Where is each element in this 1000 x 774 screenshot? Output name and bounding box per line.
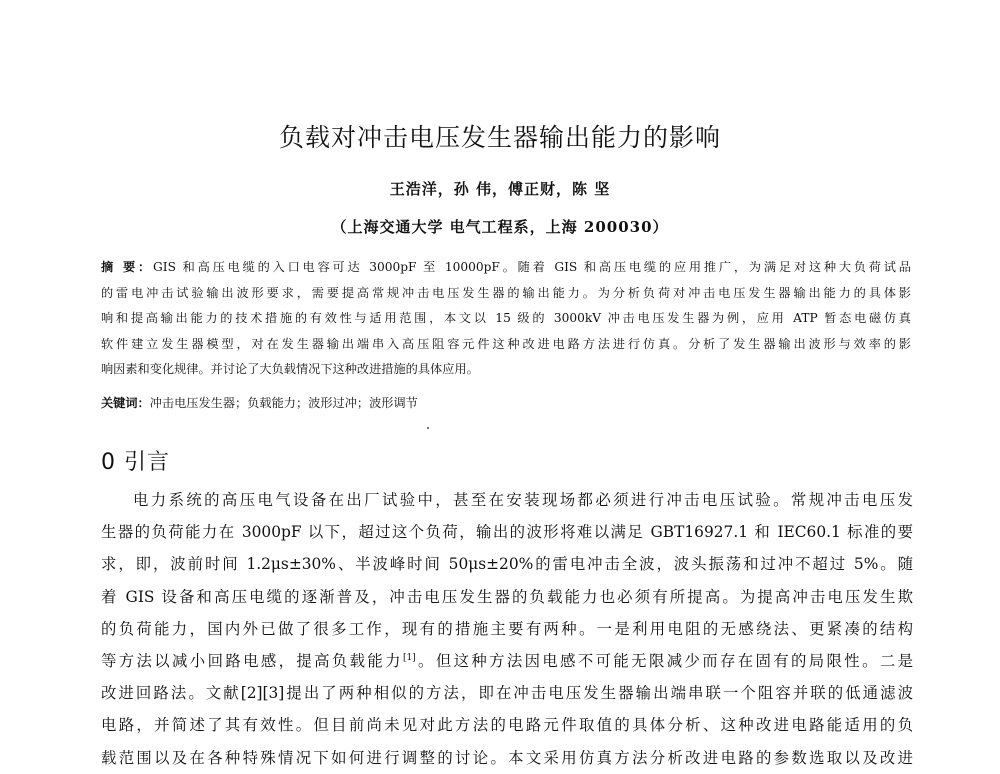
body-line: 改进回路法。文献[2][3]提出了两种相似的方法，即在冲击电压发生器输出端串联一个阻容并联的低通滤波 (101, 684, 913, 703)
keywords-label: 关键词： (101, 396, 150, 410)
body-line (101, 645, 913, 677)
abstract (101, 255, 911, 383)
body-line: 求，即，波前时间 1.2μs±30%、半波峰时间 50μs±20%的雷电冲击全波，波头振荡和过冲不超过 5%。随 (101, 555, 913, 574)
paper-authors: 王浩洋，孙 伟，傅正财，陈 坚 (389, 180, 611, 198)
body-line: 着 GIS 设备和高压电缆的逐渐普及，冲击电压发生器的负载能力也必须有所提高。为提高冲击电压发生欺 (101, 587, 913, 606)
body-line: 载范围以及在各种特殊情况下如何进行调整的讨论。本文采用仿真方法分析改进电路的参数选取以及改进 (101, 748, 913, 767)
abstract-line (101, 255, 911, 281)
body-line: 电路，并简述了其有效性。但目前尚未见对此方法的电路元件取值的具体分析、这种改进电路能适用的负 (101, 716, 913, 735)
abstract-line: 的雷电冲击试验输出波形要求，需要提高常规冲击电压发生器的输出能力。为分析负荷对冲击电压发生器输出能力的具体影 (101, 285, 911, 300)
abstract-text: GIS 和高压电缆的入口电容可达 3000pF 至 10000pF。随着 GIS 和高压电缆的应用推广，为满足对这种大负荷试品 (153, 260, 911, 274)
body-text-segment: 等方法以减小回路电感，提高负载能力 (101, 652, 403, 671)
citation-ref: [1] (402, 652, 416, 663)
paper-title: 负载对冲击电压发生器输出能力的影响 (278, 123, 721, 152)
abstract-line: 响因素和变化规律。并讨论了大负载情况下这种改进措施的具体应用。 (101, 362, 479, 377)
section-heading: 0 引言 (101, 450, 170, 475)
section-body (101, 484, 913, 774)
body-line: 生器的负荷能力在 3000pF 以下，超过这个负荷，输出的波形将难以满足 GBT16927.1 和 IEC60.1 标准的要 (101, 523, 913, 542)
abstract-label: 摘 要： (101, 260, 154, 274)
body-text-segment: 。但这种方法因电感不可能无限减少而存在固有的局限性。二是 (415, 652, 913, 671)
paper-affiliation: （上海交通大学 电气工程系，上海 200030） (331, 218, 669, 236)
keywords-text: 冲击电压发生器；负载能力；波形过冲；波形调节 (149, 396, 418, 410)
keywords (101, 393, 418, 413)
abstract-line: 软件建立发生器模型，对在发生器输出端串入高压阻容元件这种改进电路方法进行仿真。分析了发生器输出波形与效率的影 (101, 336, 911, 351)
abstract-line: 响和提高输出能力的技术措施的有效性与适用范围，本文以 15 级的 3000kV 冲击电压发生器为例，应用 ATP 暂态电磁仿真 (101, 311, 911, 326)
scan-speck (427, 427, 429, 429)
body-line: 电力系统的高压电气设备在出厂试验中，甚至在安装现场都必须进行冲击电压试验。常规冲击电压发 (133, 491, 913, 509)
body-line: 的负荷能力，国内外已做了很多工作，现有的措施主要有两种。一是利用电阻的无感绕法、更紧凑的结构 (101, 619, 913, 638)
